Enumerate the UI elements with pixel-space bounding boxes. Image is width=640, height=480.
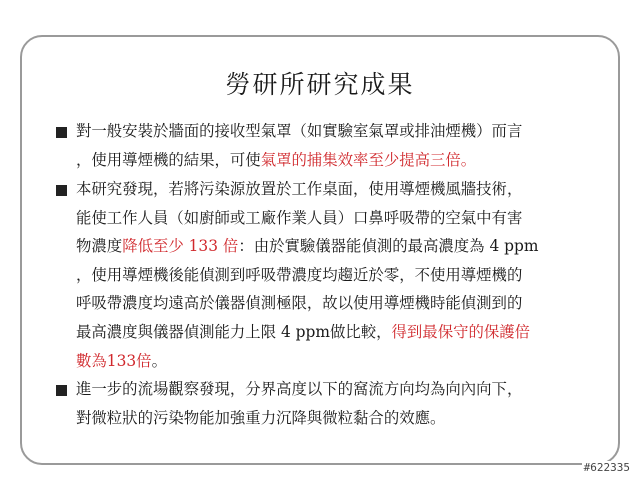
text-line bbox=[76, 289, 636, 318]
text-line bbox=[76, 232, 636, 261]
text-line bbox=[76, 347, 636, 376]
square-bullet-icon bbox=[56, 185, 67, 196]
text-segment: ：由於實驗儀器能偵測的最高濃度為 4 ppm bbox=[238, 237, 539, 256]
highlight-text: 降低至少 133 倍 bbox=[122, 237, 239, 256]
highlight-text: 得到最保守的保護倍 bbox=[391, 322, 531, 341]
text-segment: 進一步的流場觀察發現，分界高度以下的窩流方向均為向內向下， bbox=[76, 380, 523, 398]
slide-card bbox=[20, 35, 620, 465]
text-line bbox=[76, 117, 636, 146]
bullet-text bbox=[76, 175, 636, 375]
text-line bbox=[76, 204, 636, 233]
square-bullet-icon bbox=[56, 385, 67, 396]
text-line bbox=[76, 375, 636, 404]
text-segment: 呼吸帶濃度均遠高於儀器偵測極限，故以使用導煙機時能偵測到的 bbox=[76, 294, 523, 313]
text-segment: 。 bbox=[151, 351, 167, 370]
text-segment: 能使工作人員（如廚師或工廠作業人員）口鼻呼吸帶的空氣中有害 bbox=[76, 208, 523, 227]
text-segment: 本研究發現，若將污染源放置於工作桌面，使用導煙機風牆技術， bbox=[76, 180, 523, 198]
text-segment: ，使用導煙機後能偵測到呼吸帶濃度均趨近於零，不使用導煙機的 bbox=[76, 265, 523, 284]
text-segment: 對微粒狀的污染物能加強重力沉降與微粒黏合的效應。 bbox=[76, 408, 446, 427]
square-bullet-icon bbox=[56, 127, 67, 138]
watermark: #622335 bbox=[583, 461, 630, 474]
text-line bbox=[76, 175, 636, 204]
text-segment: 物濃度 bbox=[76, 237, 123, 256]
slide-title: 勞研所研究成果 bbox=[225, 70, 415, 99]
text-segment: 最高濃度與儀器偵測能力上限 4 ppm做比較， bbox=[76, 322, 392, 341]
text-line bbox=[76, 404, 636, 433]
highlight-text: 氣罩的捕集效率至少提高三倍。 bbox=[260, 150, 477, 169]
text-segment: ，使用導煙機的結果，可使 bbox=[76, 150, 261, 169]
text-segment: 對一般安裝於牆面的接收型氣罩（如實驗室氣罩或排油煙機）而言 bbox=[76, 122, 523, 140]
text-line bbox=[76, 146, 636, 175]
bullet-text bbox=[76, 375, 636, 432]
highlight-text: 數為133倍 bbox=[76, 351, 152, 370]
text-line bbox=[76, 318, 636, 347]
bullet-text bbox=[76, 117, 636, 174]
text-line bbox=[76, 261, 636, 290]
